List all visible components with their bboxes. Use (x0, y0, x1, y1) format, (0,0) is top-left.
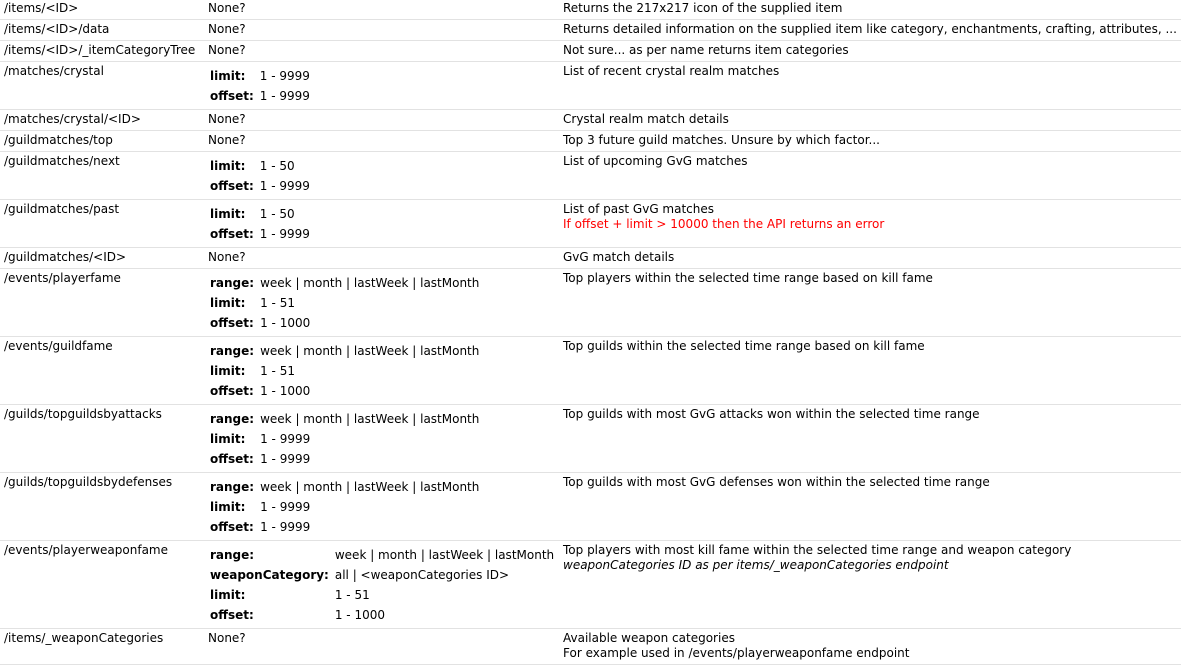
param-value: week | month | lastWeek | lastMonth (260, 276, 480, 290)
param-row (208, 517, 479, 537)
param-row (208, 66, 310, 86)
param-list (208, 156, 310, 196)
endpoint-description: Crystal realm match details (559, 110, 1181, 131)
param-row (208, 176, 310, 196)
param-row (208, 293, 479, 313)
endpoint-path: /matches/crystal (0, 62, 202, 110)
param-name: limit: (210, 364, 246, 378)
endpoint-params: None? (202, 248, 559, 269)
weapon-category-note: weaponCategories ID as per items/_weaponCategories endpoint (563, 558, 949, 572)
param-name: offset: (210, 316, 254, 330)
param-name: offset: (210, 227, 254, 241)
param-row (208, 605, 554, 625)
endpoint-description: List of past GvG matches (563, 202, 715, 216)
param-list (208, 341, 479, 401)
endpoint-params: None? (202, 110, 559, 131)
param-value: 1 - 50 (259, 159, 295, 173)
param-value: 1 - 1000 (334, 608, 385, 622)
endpoint-path: /guilds/topguildsbydefenses (0, 473, 202, 541)
endpoint-path: /guildmatches/next (0, 152, 202, 200)
endpoint-description: Not sure... as per name returns item categories (559, 41, 1181, 62)
endpoint-description: Available weapon categories (563, 631, 735, 645)
endpoint-params (202, 200, 559, 248)
table-row (0, 62, 1181, 110)
endpoint-path: /guildmatches/past (0, 200, 202, 248)
param-value: 1 - 9999 (260, 432, 311, 446)
endpoint-description: Top 3 future guild matches. Unsure by which factor... (559, 131, 1181, 152)
error-note: If offset + limit > 10000 then the API returns an error (563, 217, 885, 231)
param-name: limit: (210, 69, 246, 83)
param-name: weaponCategory: (210, 568, 329, 582)
param-row (208, 545, 554, 565)
param-name: range: (210, 480, 255, 494)
param-name: limit: (210, 500, 246, 514)
table-row (0, 541, 1181, 629)
table-row (0, 41, 1181, 62)
param-name: offset: (210, 520, 254, 534)
param-value: 1 - 9999 (260, 452, 311, 466)
param-row (208, 429, 479, 449)
param-value: 1 - 9999 (259, 89, 310, 103)
endpoint-params: None? (202, 41, 559, 62)
table-row (0, 131, 1181, 152)
param-list (208, 477, 479, 537)
usage-note: For example used in /events/playerweaponfame endpoint (563, 646, 910, 660)
param-value: 1 - 9999 (259, 69, 310, 83)
endpoint-description: GvG match details (559, 248, 1181, 269)
param-name: offset: (210, 384, 254, 398)
table-row (0, 629, 1181, 665)
param-value: 1 - 51 (260, 364, 295, 378)
param-name: range: (210, 412, 255, 426)
param-list (208, 409, 479, 469)
table-row (0, 110, 1181, 131)
endpoint-path: /matches/crystal/<ID> (0, 110, 202, 131)
endpoint-params (202, 473, 559, 541)
table-row (0, 337, 1181, 405)
endpoint-path: /events/playerfame (0, 269, 202, 337)
param-name: offset: (210, 452, 254, 466)
param-row (208, 224, 310, 244)
endpoint-description: Returns detailed information on the supplied item like category, enchantments, crafting, attributes, ... (559, 20, 1181, 41)
param-list (208, 66, 310, 106)
param-value: 1 - 1000 (260, 316, 311, 330)
param-name: offset: (210, 608, 254, 622)
table-row (0, 248, 1181, 269)
endpoint-description: List of recent crystal realm matches (559, 62, 1181, 110)
param-row (208, 409, 479, 429)
endpoint-description-cell (559, 200, 1181, 248)
param-name: offset: (210, 179, 254, 193)
table-row (0, 20, 1181, 41)
param-value: all | <weaponCategories ID> (334, 568, 510, 582)
endpoint-description: Top guilds with most GvG defenses won within the selected time range (559, 473, 1181, 541)
param-row (208, 497, 479, 517)
table-row (0, 152, 1181, 200)
param-name: limit: (210, 207, 246, 221)
param-row (208, 361, 479, 381)
param-value: week | month | lastWeek | lastMonth (260, 412, 480, 426)
param-value: 1 - 9999 (259, 227, 310, 241)
param-name: limit: (210, 159, 246, 173)
endpoint-params (202, 405, 559, 473)
param-row (208, 477, 479, 497)
param-name: limit: (210, 296, 246, 310)
endpoint-params (202, 62, 559, 110)
param-row (208, 313, 479, 333)
param-name: limit: (210, 588, 246, 602)
endpoint-description-cell (559, 541, 1181, 629)
endpoint-description: Top players with most kill fame within the selected time range and weapon category (563, 543, 1072, 557)
endpoint-params: None? (202, 20, 559, 41)
param-value: 1 - 51 (334, 588, 370, 602)
param-value: 1 - 1000 (260, 384, 311, 398)
endpoint-description: Top players within the selected time range based on kill fame (559, 269, 1181, 337)
endpoint-path: /guildmatches/<ID> (0, 248, 202, 269)
endpoint-path: /guildmatches/top (0, 131, 202, 152)
endpoint-path: /items/_weaponCategories (0, 629, 202, 665)
table-row (0, 200, 1181, 248)
param-row (208, 381, 479, 401)
param-list (208, 204, 310, 244)
endpoint-description: List of upcoming GvG matches (559, 152, 1181, 200)
param-row (208, 86, 310, 106)
param-row (208, 273, 479, 293)
endpoint-description: Returns the 217x217 icon of the supplied item (559, 0, 1181, 20)
param-list (208, 545, 554, 625)
param-name: limit: (210, 432, 246, 446)
endpoint-params (202, 541, 559, 629)
param-value: 1 - 51 (260, 296, 295, 310)
param-row (208, 449, 479, 469)
param-value: 1 - 9999 (260, 520, 311, 534)
endpoint-params: None? (202, 131, 559, 152)
endpoint-description: Top guilds with most GvG attacks won within the selected time range (559, 405, 1181, 473)
param-row (208, 585, 554, 605)
endpoint-path: /items/<ID>/data (0, 20, 202, 41)
param-row (208, 341, 479, 361)
table-row (0, 269, 1181, 337)
param-value: 1 - 9999 (259, 179, 310, 193)
endpoint-description: Top guilds within the selected time range based on kill fame (559, 337, 1181, 405)
table-row (0, 0, 1181, 20)
endpoint-params (202, 269, 559, 337)
param-name: offset: (210, 89, 254, 103)
param-row (208, 156, 310, 176)
param-name: range: (210, 276, 255, 290)
param-value: 1 - 50 (259, 207, 295, 221)
param-value: 1 - 9999 (260, 500, 311, 514)
param-value: week | month | lastWeek | lastMonth (334, 548, 555, 562)
endpoint-path: /items/<ID> (0, 0, 202, 20)
param-row (208, 204, 310, 224)
endpoint-params: None? (202, 0, 559, 20)
table-row (0, 473, 1181, 541)
param-list (208, 273, 479, 333)
param-value: week | month | lastWeek | lastMonth (260, 480, 480, 494)
endpoint-path: /guilds/topguildsbyattacks (0, 405, 202, 473)
endpoint-path: /events/guildfame (0, 337, 202, 405)
endpoint-path: /events/playerweaponfame (0, 541, 202, 629)
endpoint-params (202, 337, 559, 405)
param-value: week | month | lastWeek | lastMonth (260, 344, 480, 358)
table-row (0, 405, 1181, 473)
param-row (208, 565, 554, 585)
param-name: range: (210, 344, 255, 358)
endpoint-path: /items/<ID>/_itemCategoryTree (0, 41, 202, 62)
endpoint-params (202, 152, 559, 200)
param-name: range: (210, 548, 255, 562)
endpoint-description-cell (559, 629, 1181, 665)
endpoint-params: None? (202, 629, 559, 665)
